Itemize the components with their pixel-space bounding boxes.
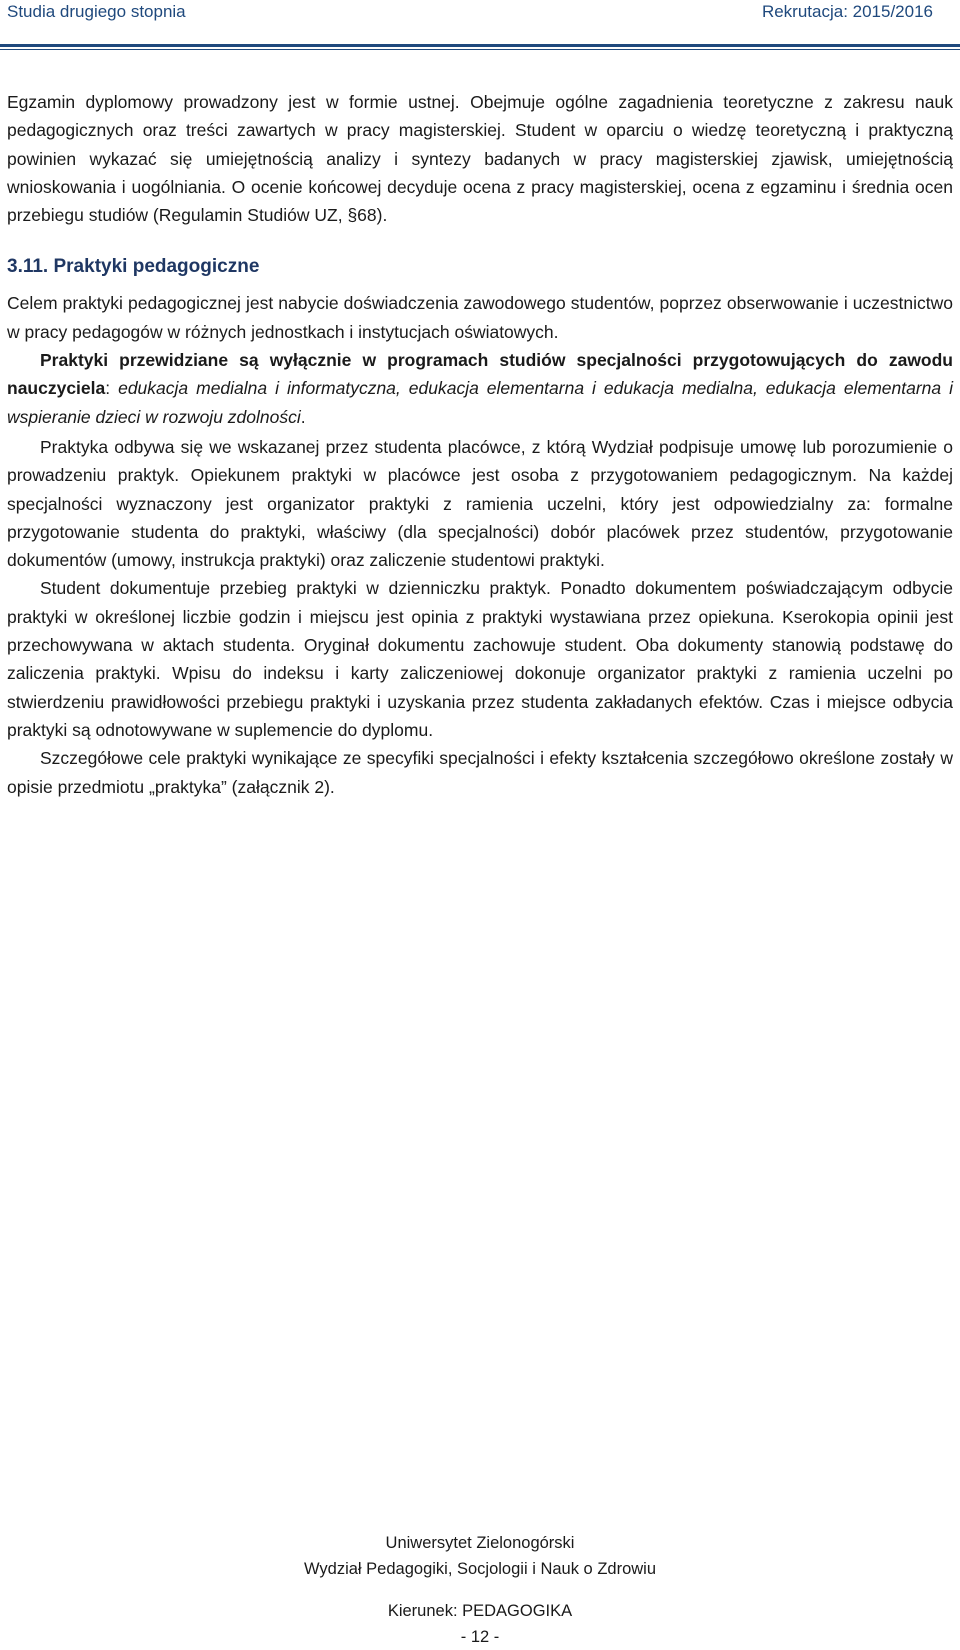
paragraph-specializations-colon: : <box>105 378 119 399</box>
paragraph-specializations-end: . <box>300 406 306 427</box>
paragraph-goal: Celem praktyki pedagogicznej jest nabycie doświadczenia zawodowego studentów, poprzez obserwowanie i uczestnictwo w pracy pedagogów w różnych jednostkach i instytucjach oświatowych. <box>7 293 953 342</box>
footer-field: Kierunek: PEDAGOGIKA <box>387 1602 573 1620</box>
footer-university: Uniwersytet Zielonogórski <box>385 1534 575 1552</box>
header-divider <box>0 44 960 47</box>
page-number: - 12 - <box>460 1628 500 1646</box>
header-right-text: Rekrutacja: 2015/2016 <box>761 2 933 21</box>
paragraph-exam: Egzamin dyplomowy prowadzony jest w formie ustnej. Obejmuje ogólne zagadnienia teoretyczne z zakresu nauk pedagogicznych oraz treści zawartych w pracy magisterskiej. Student w oparciu o wiedzę teoretyczną i praktyczną powinien wykazać się umiejętnością analizy i syntezy badanych w pracy magisterskiej zjawisk, umiejętnością wnioskowania i uogólniania. O ocenie końcowej decyduje ocena z pracy magisterskiej, ocena z egzaminu i średnia ocen przebiegu studiów (Regulamin Studiów UZ, §68). <box>7 92 953 226</box>
paragraph-specializations <box>7 346 953 431</box>
paragraph-documentation: Student dokumentuje przebieg praktyki w dzienniczku praktyk. Ponadto dokumentem poświadczającym odbycie praktyki w określonej liczbie godzin i miejscu jest opinia z praktyki wystawiana przez opiekuna. Kserokopia opinii jest przechowywana w aktach studenta. Oryginał dokumentu zachowuje student. Oba dokumenty stanowią podstawę do zaliczenia praktyki. Wpisu do indeksu i karty zaliczeniowej dokonuje organizator praktyki z ramienia uczelni po stwierdzeniu prawidłowości przebiegu praktyki i uzyskania przez studenta zakładanych efektów. Czas i miejsce odbycia praktyki są odnotowywane w suplemencie do dyplomu. <box>7 578 953 740</box>
footer-faculty: Wydział Pedagogiki, Socjologii i Nauk o Zdrowiu <box>303 1560 657 1578</box>
header-left-text: Studia drugiego stopnia <box>7 2 186 21</box>
paragraph-specializations-bold: Praktyki przewidziane są wyłącznie w programach studiów specjalności przygotowujących do zawodu nauczyciela <box>7 350 953 399</box>
paragraph-specializations-list: edukacja medialna i informatyczna, edukacja elementarna i edukacja medialna, edukacja elementarna i wspieranie dzieci w rozwoju zdolności <box>7 378 953 427</box>
paragraph-placement: Praktyka odbywa się we wskazanej przez studenta placówce, z którą Wydział podpisuje umowę lub porozumienie o prowadzeniu praktyk. Opiekunem praktyki w placówce jest osoba z przygotowaniem pedagogicznym. Na każdej specjalności wyznaczony jest organizator praktyki z ramienia uczelni, który jest odpowiedzialny za: formalne przygotowanie studenta do praktyki, właściwy (dla specjalności) dobór placówek przez studentów, przygotowanie dokumentów (umowy, instrukcja praktyki) oraz zaliczenie studentowi praktyki. <box>7 436 953 571</box>
section-heading: 3.11. Praktyki pedagogiczne <box>7 256 260 278</box>
document-body <box>7 88 953 801</box>
paragraph-details: Szczegółowe cele praktyki wynikające ze specyfiki specjalności i efekty kształcenia szczegółowo określone zostały w opisie przedmiotu „praktyka” (załącznik 2). <box>7 748 953 797</box>
header-divider-thin <box>0 49 960 50</box>
